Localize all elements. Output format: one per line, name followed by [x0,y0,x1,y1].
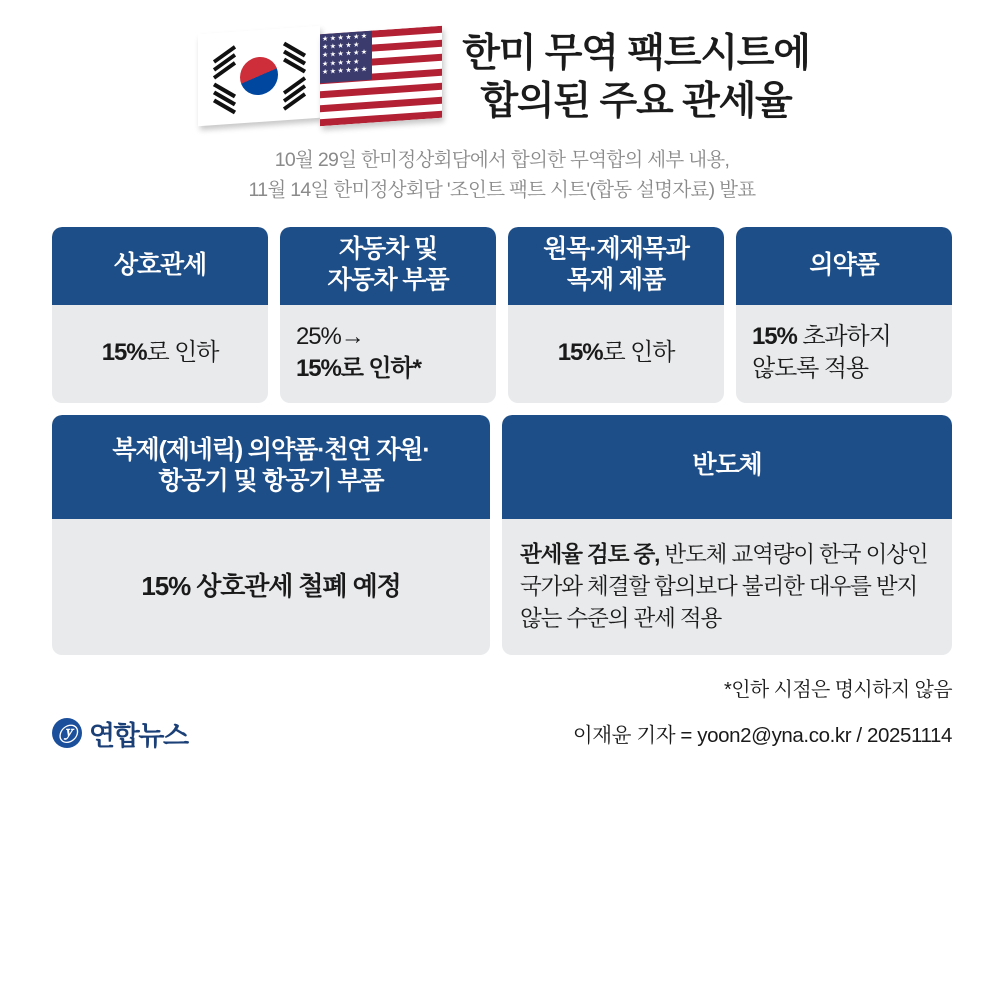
footer [52,714,952,753]
card-title-line-1: 자동차 및 [338,234,438,263]
yonhap-logo-text: 연합뉴스 [89,720,188,751]
card-pharmaceuticals-body [736,305,952,403]
united-states-flag-icon [320,26,442,127]
tariff-cards-row-1 [52,227,952,403]
value-line-1-rest: 초과하지 [796,323,891,351]
subtitle [0,146,1004,205]
card-title-line-2: 목재 제품 [566,266,666,295]
card-pharmaceuticals-title: 의약품 [736,227,952,305]
card-title-line-2: 자동차 부품 [327,266,449,295]
subtitle-line-2: 11월 14일 한미정상회담 '조인트 팩트 시트'(합동 설명자료) 발표 [248,178,756,201]
value-rest: 반도체 교역량이 한국 이상인 국가와 체결할 합의보다 불리한 대우를 받지 않는 수준의 관세 적용 [520,542,928,631]
card-semiconductors-body [502,519,952,655]
flags-group [194,22,444,132]
card-reciprocal-tariff [52,227,268,403]
taegeuk-icon [240,56,278,97]
value-bold: 15% [557,339,603,367]
card-automobiles-and-parts-title [280,227,496,305]
page-title-line-2: 합의된 주요 관세율 [480,80,792,123]
card-semiconductors [502,415,952,655]
yonhap-news-logo [52,714,188,753]
page-title-line-1: 한미 무역 팩트시트에 [462,32,810,76]
value-line-1-bold: 15% [752,323,797,351]
card-automobiles-and-parts [280,227,496,403]
south-korea-flag-icon [198,26,320,127]
card-timber-and-lumber-title [508,227,724,305]
card-timber-and-lumber [508,227,724,403]
card-semiconductors-title: 반도체 [502,415,952,519]
card-generics-title [52,415,490,519]
card-generics-natural-resources-aircraft [52,415,490,655]
card-generics-body: 15% 상호관세 철폐 예정 [141,570,401,601]
us-canton-stars: ★★★★★★ ★★★★★ ★★★★★★ ★★★★★ ★★★★★★ [320,31,372,84]
value-line-1: 25%→ [296,323,364,351]
footnote: *인하 시점은 명시하지 않음 [724,678,952,701]
card-pharmaceuticals [736,227,952,403]
card-title-line-1: 원목·제재목과 [543,234,689,263]
reporter-credit: 이재윤 기자 = yoon2@yna.co.kr / 20251114 [572,724,952,748]
page-title [462,28,810,125]
card-automobiles-and-parts-body [280,305,496,403]
value-rest: 로 인하 [146,339,219,367]
value-bold: 15% [101,339,147,367]
yonhap-logo-icon: ⓨ [52,718,82,748]
value-line-2-rest: 로 인하* [340,355,421,383]
tariff-cards-row-2 [52,415,952,655]
value-bold: 관세율 검토 중, [520,542,660,568]
header [0,0,1004,132]
card-title-line-2: 항공기 및 항공기 부품 [158,467,384,496]
card-timber-and-lumber-body [508,305,724,403]
card-reciprocal-tariff-title: 상호관세 [52,227,268,305]
value-line-2-bold: 15% [296,355,341,383]
value-line-2: 않도록 적용 [752,355,868,383]
card-reciprocal-tariff-body [52,305,268,403]
subtitle-line-1: 10월 29일 한미정상회담에서 합의한 무역합의 세부 내용, [274,149,730,171]
card-title-line-1: 복제(제네릭) 의약품·천연 자원· [112,435,430,464]
value-rest: 로 인하 [602,339,675,367]
